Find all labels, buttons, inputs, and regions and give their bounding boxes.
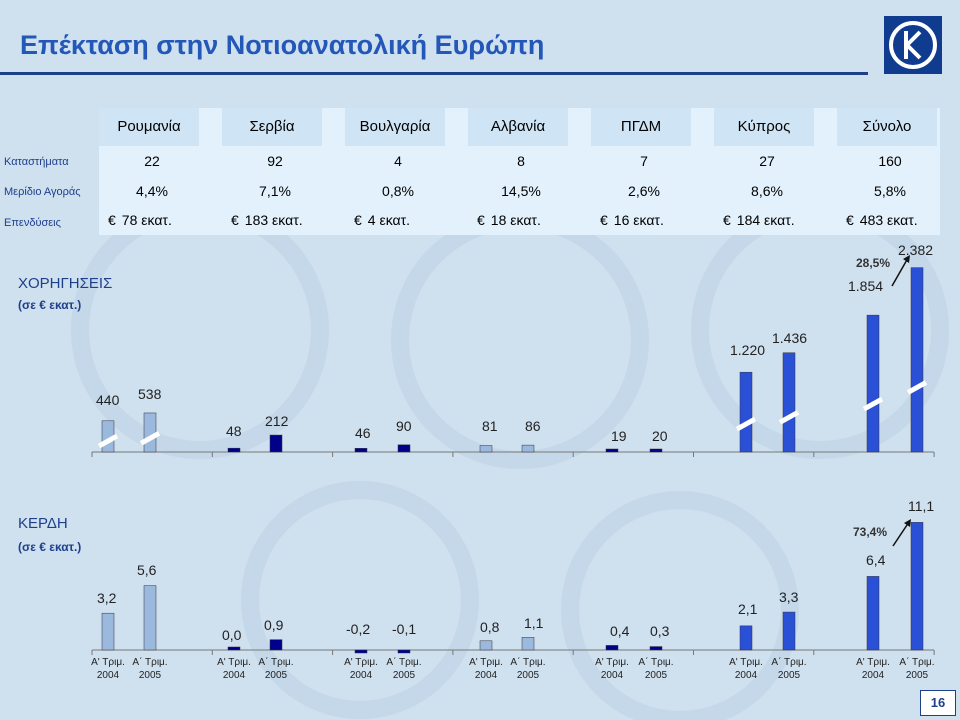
- year-text: 2005: [392, 670, 416, 681]
- year-text: 2004: [222, 670, 246, 681]
- quarter-text: Α΄ Τριμ.: [386, 657, 422, 668]
- quarter-text: Α' Τριμ.: [91, 657, 125, 668]
- profits-value-label: 6,4: [866, 552, 886, 568]
- loans-bar: [355, 448, 367, 452]
- year-text: 2005: [644, 670, 668, 681]
- table-cell-value: 483 εκατ.: [859, 212, 918, 228]
- profits-unit: (σε € εκατ.): [18, 540, 82, 554]
- profits-value-label: 2,1: [738, 601, 758, 617]
- profits-bar: [783, 612, 795, 650]
- year-text: 2004: [600, 670, 624, 681]
- table-cell: 4: [394, 153, 402, 169]
- year-text: 2004: [734, 670, 758, 681]
- loans-bar: [398, 445, 410, 452]
- quarter-text: Α΄ Τριμ.: [771, 657, 807, 668]
- table-cell: 7: [640, 153, 648, 169]
- year-text: 2004: [96, 670, 120, 681]
- loans-label: ΧΟΡΗΓΗΣΕΙΣ: [18, 275, 113, 292]
- profits-bar: [522, 637, 534, 650]
- table-cell-value: 16 εκατ.: [613, 212, 664, 228]
- loans-bar: [270, 435, 282, 452]
- row-label-branches: Καταστήματα: [4, 156, 69, 168]
- loans-value-label: 1.436: [772, 330, 808, 346]
- table-cell: 7,1%: [259, 183, 291, 199]
- euro-icon: €: [354, 212, 362, 228]
- profits-bar: [740, 626, 752, 650]
- table-header-3: Αλβανία: [468, 108, 568, 146]
- profits-label: ΚΕΡΔΗ: [18, 515, 68, 532]
- loans-value-label: 81: [482, 418, 498, 434]
- table-cell-value: 4 εκατ.: [367, 212, 411, 228]
- loans-value-label: 86: [525, 418, 541, 434]
- table-cell: 5,8%: [874, 183, 906, 199]
- profits-bar: [398, 650, 410, 653]
- year-text: 2004: [349, 670, 373, 681]
- loans-bar: [783, 353, 795, 452]
- profits-bar: [144, 586, 156, 650]
- row-label-investments: Επενδύσεις: [4, 217, 61, 229]
- loans-value-label: 440: [96, 392, 120, 408]
- loans-value-label: 1.854: [848, 278, 884, 294]
- table-header-2: Βουλγαρία: [345, 108, 445, 146]
- table-cell: 27: [759, 153, 775, 169]
- profits-bar: [102, 613, 114, 650]
- euro-icon: €: [231, 212, 239, 228]
- profits-growth-label: 73,4%: [853, 525, 888, 539]
- quarter-label: [630, 656, 682, 682]
- profits-value-label: 11,1: [908, 498, 935, 514]
- loans-bar: [228, 448, 240, 452]
- profits-value-label: 0,9: [264, 617, 284, 633]
- loans-value-label: 19: [611, 428, 627, 444]
- table-cell: 14,5%: [501, 183, 541, 199]
- page-number: 16: [920, 690, 956, 716]
- table-cell: 8: [517, 153, 525, 169]
- loans-value-label: 1.220: [730, 342, 766, 358]
- euro-icon: €: [846, 212, 854, 228]
- quarter-text: Α' Τριμ.: [217, 657, 251, 668]
- loans-bar: [867, 315, 879, 452]
- profits-value-label: 0,3: [650, 623, 670, 639]
- table-cell-value: 183 εκατ.: [244, 212, 303, 228]
- quarter-text: Α΄ Τριμ.: [510, 657, 546, 668]
- table-header-6: Σύνολο: [837, 108, 937, 146]
- profits-bar: [867, 576, 879, 650]
- euro-icon: €: [108, 212, 116, 228]
- table-cell-value: 78 εκατ.: [121, 212, 172, 228]
- profits-bar: [480, 641, 492, 650]
- quarter-text: Α΄ Τριμ.: [638, 657, 674, 668]
- profits-value-label: 0,8: [480, 619, 500, 635]
- quarter-text: Α΄ Τριμ.: [258, 657, 294, 668]
- loans-value-label: 90: [396, 418, 412, 434]
- table-cell: 92: [267, 153, 283, 169]
- year-text: 2004: [861, 670, 885, 681]
- quarter-label: [250, 656, 302, 682]
- table-cell: 2,6%: [628, 183, 660, 199]
- table-cell: 0,8%: [382, 183, 414, 199]
- table-header-1: Σερβία: [222, 108, 322, 146]
- table-cell: 160: [878, 153, 902, 169]
- quarter-label: [763, 656, 815, 682]
- year-text: 2005: [777, 670, 801, 681]
- loans-value-label: 48: [226, 423, 242, 439]
- arrow-head-icon: [904, 519, 911, 527]
- profits-value-label: -0,2: [346, 621, 371, 637]
- quarter-text: Α' Τριμ.: [344, 657, 378, 668]
- profits-value-label: -0,1: [392, 621, 417, 637]
- table-cell-value: 18 εκατ.: [490, 212, 541, 228]
- quarter-label: [124, 656, 176, 682]
- year-text: 2004: [474, 670, 498, 681]
- loans-bar: [522, 445, 534, 452]
- quarter-label: [502, 656, 554, 682]
- quarter-text: Α΄ Τριμ.: [132, 657, 168, 668]
- loans-bar: [911, 268, 923, 452]
- loans-value-label: 2.382: [898, 242, 934, 258]
- loans-growth-label: 28,5%: [856, 256, 891, 270]
- growth-arrow: [892, 258, 908, 286]
- page-title: Επέκταση στην Νοτιοανατολική Ευρώπη: [20, 30, 545, 60]
- table-header-0: Ρουμανία: [99, 108, 199, 146]
- growth-arrow: [893, 522, 909, 546]
- loans-value-label: 212: [265, 413, 289, 429]
- quarter-text: Α' Τριμ.: [469, 657, 503, 668]
- profits-value-label: 3,3: [779, 589, 799, 605]
- table-cell: 8,6%: [751, 183, 783, 199]
- profits-value-label: 3,2: [97, 590, 117, 606]
- profits-bar: [606, 645, 618, 650]
- table-cell-value: 184 εκατ.: [736, 212, 795, 228]
- quarter-text: Α' Τριμ.: [856, 657, 890, 668]
- loans-bar: [144, 413, 156, 452]
- profits-bar: [911, 522, 923, 650]
- profits-bar: [355, 650, 367, 653]
- quarter-text: Α' Τριμ.: [729, 657, 763, 668]
- loans-value-label: 46: [355, 425, 371, 441]
- year-text: 2005: [138, 670, 162, 681]
- profits-value-label: 0,4: [610, 623, 630, 639]
- loans-bar: [606, 449, 618, 452]
- profits-value-label: 0,0: [222, 627, 242, 643]
- table-header-5: Κύπρος: [714, 108, 814, 146]
- row-label-market-share: Μερίδιο Αγοράς: [4, 186, 81, 198]
- loans-bar: [740, 372, 752, 452]
- loans-value-label: 20: [652, 428, 668, 444]
- table-cell: 4,4%: [136, 183, 168, 199]
- loans-bar: [480, 446, 492, 452]
- profits-value-label: 1,1: [524, 615, 544, 631]
- profits-bar: [650, 647, 662, 650]
- profits-bar: [270, 640, 282, 650]
- quarter-text: Α΄ Τριμ.: [899, 657, 935, 668]
- year-text: 2005: [905, 670, 929, 681]
- quarter-label: [378, 656, 430, 682]
- table-header-4: ΠΓΔΜ: [591, 108, 691, 146]
- year-text: 2005: [264, 670, 288, 681]
- profits-value-label: 5,6: [137, 562, 157, 578]
- euro-icon: €: [600, 212, 608, 228]
- euro-icon: €: [723, 212, 731, 228]
- quarter-text: Α' Τριμ.: [595, 657, 629, 668]
- table-cell: 22: [144, 153, 160, 169]
- quarter-label: [891, 656, 943, 682]
- loans-bar: [650, 449, 662, 452]
- profits-bar: [228, 647, 240, 650]
- year-text: 2005: [516, 670, 540, 681]
- euro-icon: €: [477, 212, 485, 228]
- loans-unit: (σε € εκατ.): [18, 298, 82, 312]
- loans-value-label: 538: [138, 386, 162, 402]
